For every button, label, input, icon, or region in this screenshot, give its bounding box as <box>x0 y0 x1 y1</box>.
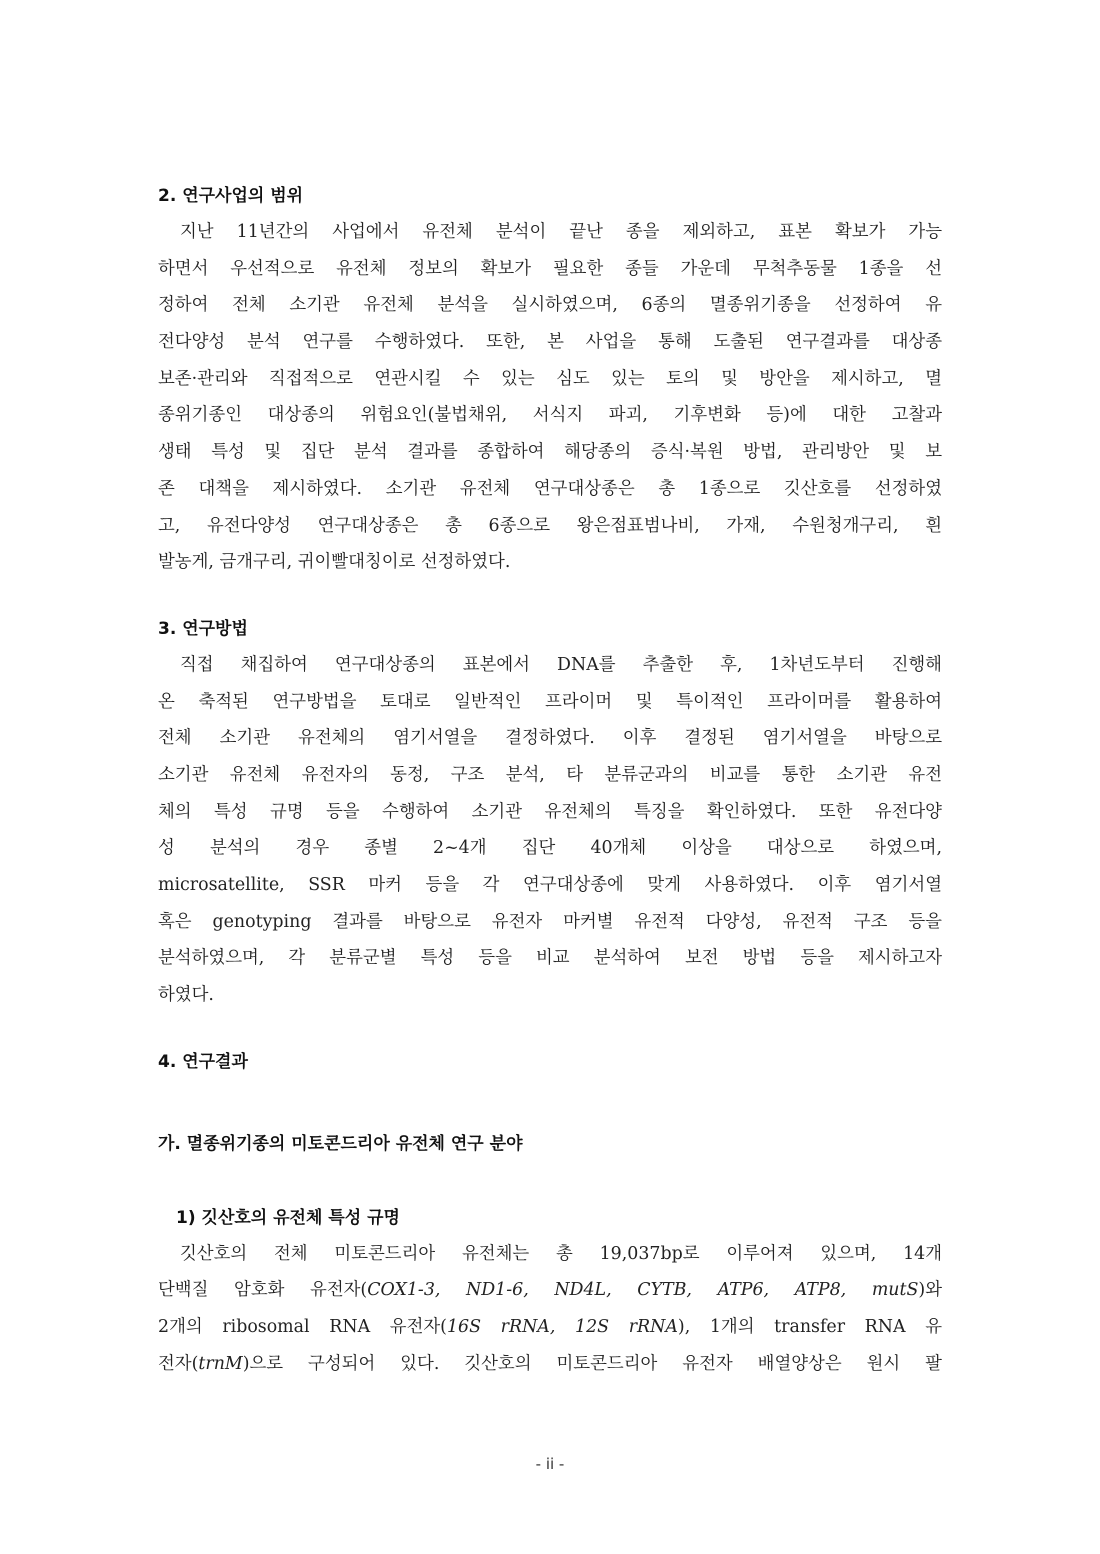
document-page <box>158 178 942 1383</box>
gene-list-rrna: 16S rRNA, 12S rRNA <box>446 1317 678 1338</box>
subsubsection-heading-sea-pen: 1) 깃산호의 유전체 특성 규명 <box>176 1207 400 1228</box>
paragraph-line: 단백질 암호화 유전자(COX1-3, ND1-6, ND4L, CYTB, ATP6, ATP8, mutS)와 <box>158 1280 942 1301</box>
gene-trnm: trnM <box>198 1353 243 1374</box>
paragraph-line: 혹은 genotyping 결과를 바탕으로 유전자 마커별 유전적 다양성, 유전적 구조 등을 <box>158 911 942 932</box>
section-heading-scope: 2. 연구사업의 범위 <box>158 186 304 206</box>
paragraph-line: 보존·관리와 직접적으로 연관시킬 수 있는 심도 있는 토의 및 방안을 제시하고, 멸 <box>158 368 942 389</box>
scope-paragraph <box>158 214 942 581</box>
gene-list-protein: COX1-3, ND1-6, ND4L, CYTB, ATP6, ATP8, mutS <box>367 1280 919 1301</box>
paragraph-line: 지난 11년간의 사업에서 유전체 분석이 끝난 종을 제외하고, 표본 확보가 가능 <box>180 222 942 242</box>
paragraph-line: 생태 특성 및 집단 분석 결과를 종합하여 해당종의 증식·복원 방법, 관리방안 및 보 <box>158 442 942 463</box>
paragraph-line: 정하여 전체 소기관 유전체 분석을 실시하였으며, 6종의 멸종위기종을 선정하여 유 <box>158 295 942 316</box>
paragraph-line: 성 분석의 경우 종별 2~4개 집단 40개체 이상을 대상으로 하였으며, <box>158 838 942 859</box>
section-heading-methods: 3. 연구방법 <box>158 618 248 639</box>
paragraph-line: 존 대책을 제시하였다. 소기관 유전체 연구대상종은 총 1종으로 깃산호를 선정하였 <box>158 478 942 499</box>
paragraph-line: 하면서 우선적으로 유전체 정보의 확보가 필요한 종들 가운데 무척추동물 1종을 선 <box>158 258 942 279</box>
paragraph-line: 전다양성 분석 연구를 수행하였다. 또한, 본 사업을 통해 도출된 연구결과를 대상종 <box>158 332 942 353</box>
paragraph-line: 전체 소기관 유전체의 염기서열을 결정하였다. 이후 결정된 염기서열을 바탕으로 <box>158 728 942 749</box>
paragraph-line: microsatellite, SSR 마커 등을 각 연구대상종에 맞게 사용하였다. 이후 염기서열 <box>158 875 942 895</box>
paragraph-line: 깃산호의 전체 미토콘드리아 유전체는 총 19,037bp로 이루어져 있으며, 14개 <box>180 1243 942 1264</box>
paragraph-line: 소기관 유전체 유전자의 동정, 구조 분석, 타 분류군과의 비교를 통한 소기관 유전 <box>158 764 942 785</box>
paragraph-line: 발농게, 금개구리, 귀이빨대칭이로 선정하였다. <box>158 552 511 573</box>
paragraph-line: 체의 특성 규명 등을 수행하여 소기관 유전체의 특징을 확인하였다. 또한 유전다양 <box>158 801 942 822</box>
paragraph-line: 2개의 ribosomal RNA 유전자(16S rRNA, 12S rRNA), 1개의 transfer RNA 유 <box>158 1317 942 1338</box>
paragraph-line: 분석하였으며, 각 분류군별 특성 등을 비교 분석하여 보전 방법 등을 제시하고자 <box>158 948 942 969</box>
paragraph-line: 종위기종인 대상종의 위험요인(불법채위, 서식지 파괴, 기후변화 등)에 대한 고찰과 <box>158 405 942 426</box>
paragraph-line: 온 축적된 연구방법을 토대로 일반적인 프라이머 및 특이적인 프라이머를 활용하여 <box>158 691 942 712</box>
page-number: - ii - <box>535 1455 565 1473</box>
paragraph-line: 직접 채집하여 연구대상종의 표본에서 DNA를 추출한 후, 1차년도부터 진행해 <box>180 654 942 675</box>
paragraph-line: 고, 유전다양성 연구대상종은 총 6종으로 왕은점표범나비, 가재, 수원청개구리, 흰 <box>158 515 942 536</box>
paragraph-line: 하였다. <box>158 985 214 1006</box>
section-heading-results: 4. 연구결과 <box>158 1051 248 1072</box>
sea-pen-paragraph <box>158 1236 942 1383</box>
subsection-heading-mito-genome: 가. 멸종위기종의 미토콘드리아 유전체 연구 분야 <box>158 1133 523 1154</box>
paragraph-line: 전자(trnM)으로 구성되어 있다. 깃산호의 미토콘드리아 유전자 배열양상은 원시 팔 <box>158 1353 942 1374</box>
methods-paragraph <box>158 647 942 1014</box>
